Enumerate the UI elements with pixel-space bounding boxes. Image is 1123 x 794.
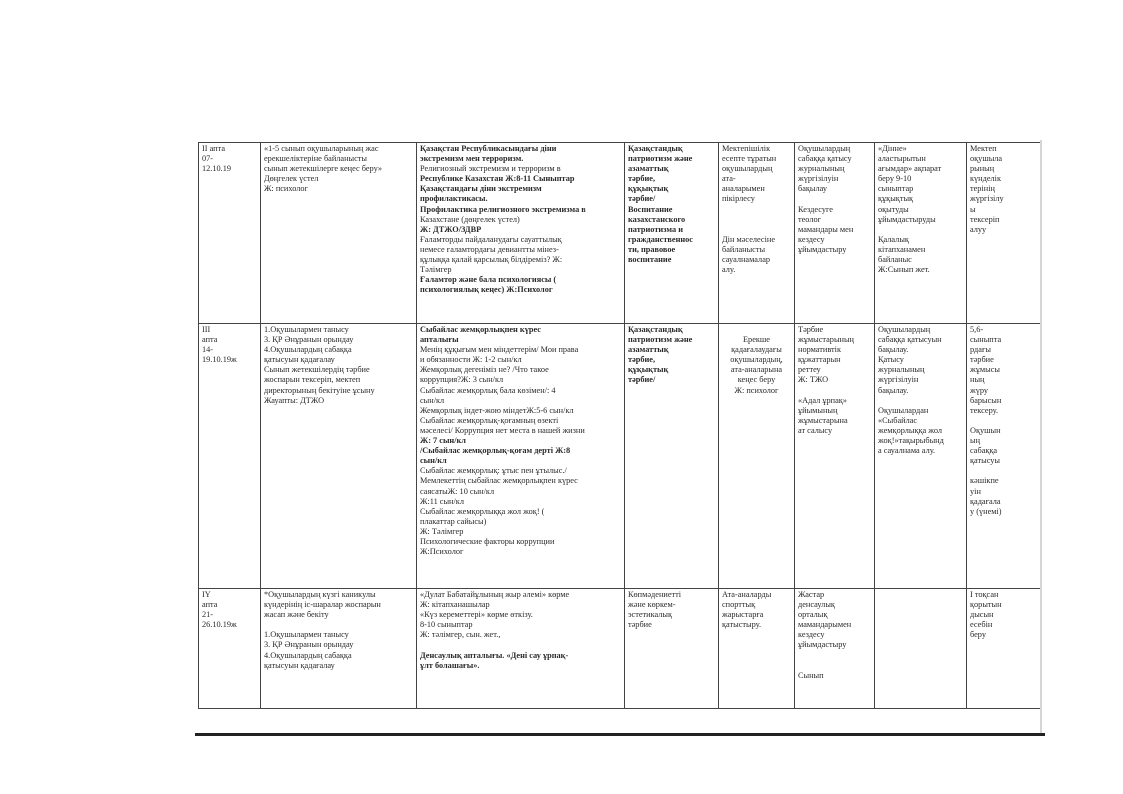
cell-text-line: бақылау.: [878, 385, 909, 395]
cell-text-line: ерекшеліктеріне байланысты: [264, 154, 368, 164]
education-work-plan-table: [198, 142, 1041, 709]
control-cell: [795, 324, 875, 589]
cell-text-line: «1-5 сынып оқушыларының жас: [264, 144, 379, 153]
cell-text-line: тәрбие,: [628, 174, 656, 184]
cell-text-line: Дөңгелек үстел: [264, 174, 319, 184]
cell-text-line: /Сыбайлас жемқорлық-қоғам дерті Ж:8: [420, 446, 571, 456]
cell-text-line: қатысуын қадағалау: [264, 355, 335, 365]
cell-text-line: 12.10.19: [202, 164, 232, 174]
class-teacher-work-cell: [261, 589, 417, 709]
cell-text-line: тексеру.: [970, 405, 999, 415]
cell-text-line: Сынып жетекшілердің тәрбие: [264, 365, 370, 375]
cooperation-cell: [875, 589, 967, 709]
cell-text-line: қорытын: [970, 600, 1002, 610]
cell-text-line: Сыбайлас жемқорлық бала көзімен/: 4: [420, 385, 556, 395]
parents-work-cell: [719, 143, 795, 324]
cell-text-line: Оқушылардың: [878, 325, 931, 334]
cell-text-line: Менің құқығым мен міндеттерім/ Мои права: [420, 345, 579, 355]
cell-text-line: ІҮ: [202, 590, 211, 599]
direction-cell: [625, 589, 719, 709]
cell-text-line: құқықтық: [628, 184, 669, 194]
cell-text-line: «Адал ұрпақ»: [798, 395, 847, 405]
cell-text-line: жұмыстарының: [798, 335, 854, 345]
parents-work-cell: [719, 589, 795, 709]
cell-text-line: кәшікпе: [970, 476, 999, 486]
cell-text-line: құлыққа қалай қарсылық білдіреміз? Ж:: [420, 255, 563, 265]
cell-text-line: спорттық: [722, 600, 756, 610]
cell-text-line: жоспарын тексеріп, мектеп: [264, 375, 361, 385]
table-row: [199, 324, 1041, 589]
cell-text-line: [264, 620, 413, 630]
cell-text-line: байланыс: [878, 255, 912, 265]
cell-text-line: ұйымдастыру: [798, 640, 847, 650]
cell-text-line: «Дулат Бабатайұлының жыр әлемі» көрме: [420, 590, 570, 599]
cell-text-line: Оқушын: [970, 425, 1001, 435]
cell-text-line: ти, правовое: [628, 244, 676, 254]
cell-text-line: директорының бекітуіне ұсыну: [264, 385, 375, 395]
cell-text-line: эстетикалық: [628, 610, 673, 620]
cell-text-line: тәрбие/: [628, 375, 656, 385]
cell-text-line: Ж: кітапханашылар: [420, 600, 490, 610]
cell-text-line: құқықтық: [878, 194, 914, 204]
cell-text-line: аналарымен: [722, 184, 765, 194]
cell-text-line: алуу: [970, 224, 987, 234]
class-teacher-work-cell: [261, 143, 417, 324]
cell-text-line: 26.10.19ж: [202, 620, 237, 630]
cell-text-line: қадағала: [970, 496, 1001, 506]
cell-text-line: 1.Оқушылармен танысу: [264, 325, 349, 334]
cell-text-line: Сыбайлас жемқорлыққа жол жоқ! (: [420, 506, 545, 516]
cell-text-line: Жемқорлық індет-жою міндетЖ:5-6 сын/кл: [420, 405, 574, 415]
cell-text-line: Ж:Психолог: [420, 547, 464, 557]
cell-text-line: Ж: психолог: [264, 184, 308, 194]
cell-text-line: сыныпта: [970, 335, 1002, 345]
control-cell: [795, 589, 875, 709]
cell-text-line: теолог: [798, 214, 822, 224]
cell-text-line: ағымдар» ақпарат: [878, 164, 942, 174]
cell-text-line: байланысты: [722, 244, 766, 254]
cell-text-line: «Дінне»: [878, 144, 907, 153]
cell-text-line: [878, 396, 963, 406]
cell-text-line: 1.Оқушылармен танысу: [264, 630, 349, 640]
cell-text-line: Профилактика религиозного экстремизма в: [420, 204, 586, 214]
cell-text-line: 19.10.19ж: [202, 355, 237, 365]
cell-text-line: Жемқорлық дегеніміз не? /Что такое: [420, 365, 549, 375]
cell-text-line: [420, 640, 621, 650]
parents-work-cell: [719, 324, 795, 589]
cell-text-line: апта: [202, 600, 218, 610]
cell-text-line: ның: [970, 375, 985, 385]
cell-text-line: [722, 205, 791, 215]
cell-text-line: [970, 466, 1037, 476]
cell-text-line: ұйымының: [798, 405, 838, 415]
cell-text-line: сынып жетекшілерге кеңес беру»: [264, 164, 383, 174]
cell-text-line: тәрбие/: [628, 194, 656, 204]
week-cell: [199, 143, 261, 324]
cell-text-line: Ж:Сынып жет.: [878, 265, 930, 275]
cell-text-line: «Сыбайлас: [878, 415, 918, 425]
cell-text-line: аластырытын: [878, 154, 926, 164]
cell-text-line: Қалалық: [878, 234, 909, 244]
cell-text-line: у (үнемі): [970, 506, 1002, 516]
cell-text-line: Ғаламторды пайдаланудағы сауаттылық: [420, 234, 562, 244]
cell-text-line: Ерекше: [742, 335, 770, 345]
cell-text-line: сыныптар: [878, 184, 914, 194]
cell-text-line: оқушылардың,: [730, 355, 783, 365]
class-teacher-work-cell: [261, 324, 417, 589]
cell-text-line: жоқ!»тақырыбынд: [878, 436, 944, 446]
cell-text-line: есепте тұратын: [722, 154, 777, 164]
cell-text-line: құжаттарын: [798, 355, 841, 365]
cell-text-line: ата-: [722, 174, 736, 184]
cell-text-line: тексеріп: [970, 214, 1000, 224]
cell-text-line: жүргізілу: [970, 194, 1004, 204]
control-cell: [795, 143, 875, 324]
cell-text-line: мәселесі/ Коррупция нет места в нашей жизни: [420, 425, 585, 435]
cell-text-line: [798, 651, 871, 661]
events-cell: [417, 143, 625, 324]
cell-text-line: Қазақстандық: [628, 325, 683, 334]
cell-text-line: есебін: [970, 620, 993, 630]
cell-text-line: плакаттар сайысы): [420, 516, 487, 526]
cell-text-line: денсаулық: [798, 600, 835, 610]
cell-text-line: 3. ҚР Әнұранын орындау: [264, 640, 354, 650]
cell-text-line: Религиозный экстремизм и терроризм в: [420, 164, 561, 174]
cell-text-line: Мектепішілік: [722, 144, 771, 153]
cell-text-line: Сыбайлас жемқорлық-қоғамның өзекті: [420, 415, 559, 425]
cell-text-line: Денсаулық апталығы. «Дені сау ұрпақ-: [420, 650, 569, 660]
cell-text-line: патриотизм және: [628, 335, 693, 345]
week-cell: [199, 589, 261, 709]
cell-text-line: [722, 325, 791, 335]
cell-text-line: сын/кл: [420, 456, 447, 466]
cell-text-line: бақылау: [798, 184, 828, 194]
cell-text-line: тәрбие,: [628, 355, 656, 365]
cell-text-line: Қазақстан Республикасындағы діни: [420, 144, 557, 153]
cell-text-line: тәрбие: [628, 620, 652, 630]
cell-text-line: рының: [970, 164, 995, 174]
cell-text-line: кездесу: [798, 234, 825, 244]
cell-text-line: 14-: [202, 345, 214, 355]
cell-text-line: азаматтық: [628, 345, 669, 355]
cell-text-line: психологиялық кеңес) Ж:Психолог: [420, 285, 553, 295]
cell-text-line: Республике Казахстан Ж:8-11 Сыныптар: [420, 174, 575, 184]
inspection-cell: [967, 143, 1041, 324]
cell-text-line: терінің: [970, 184, 995, 194]
cell-text-line: [798, 661, 871, 671]
cell-text-line: Көпмәдениетті: [628, 590, 682, 599]
inspection-cell: [967, 324, 1041, 589]
cell-text-line: Ғаламтор және бала психологиясы (: [420, 275, 557, 285]
cell-text-line: жүру: [970, 385, 989, 395]
cell-text-line: 07-: [202, 154, 214, 164]
cell-text-line: жемқорлыққа жол: [878, 425, 943, 435]
cell-text-line: Қазақстандық: [628, 144, 683, 153]
cell-text-line: ІІІ: [202, 325, 211, 334]
cell-text-line: Сынып: [798, 670, 824, 680]
cell-text-line: жұмысы: [970, 365, 1000, 375]
scan-edge-line: [195, 733, 1045, 736]
cell-text-line: барысын: [970, 395, 1002, 405]
cell-text-line: Ж:11 сын/кл: [420, 496, 464, 506]
cell-text-line: күндерінің іс-шаралар жоспарын: [264, 600, 381, 610]
cell-text-line: мамандары мен: [798, 224, 854, 234]
cell-text-line: Воспитание: [628, 204, 673, 214]
cell-text-line: пікірлесу: [722, 194, 755, 204]
cell-text-line: сабаққа: [970, 446, 998, 456]
cell-text-line: [722, 225, 791, 235]
cell-text-line: Қазақстандағы діни экстремизм: [420, 184, 542, 194]
cell-text-line: Мемлекеттің сыбайлас жемқорлықпен күрес: [420, 476, 578, 486]
direction-cell: [625, 324, 719, 589]
cell-text-line: қатысуы: [970, 456, 1000, 466]
cell-text-line: Тәлімгер: [420, 265, 452, 275]
cell-text-line: дысын: [970, 610, 994, 620]
cell-text-line: нормативтік: [798, 345, 842, 355]
cell-text-line: Ж: ДТЖО/ЗДВР: [420, 224, 482, 234]
cell-text-line: [878, 225, 963, 235]
cell-text-line: немесе ғаламтордағы девиантты мінез-: [420, 244, 559, 254]
cell-text-line: Мектеп: [970, 144, 997, 153]
cell-text-line: күнделік: [970, 174, 1001, 184]
cell-text-line: Жауапты: ДТЖО: [264, 395, 325, 405]
cell-text-line: беру 9-10: [878, 174, 912, 184]
table-row: [199, 589, 1041, 709]
cell-text-line: Сыбайлас жемқорлық: ұтыс пен ұтылыс./: [420, 466, 567, 476]
cell-text-line: кеңес беру: [737, 375, 776, 385]
cell-text-line: журналының: [878, 365, 925, 375]
cell-text-line: сабаққа қатысу: [798, 154, 852, 164]
cell-text-line: кітапханамен: [878, 244, 926, 254]
cell-text-line: казахстанского: [628, 214, 686, 224]
cell-text-line: жарыстарға: [722, 610, 764, 620]
cell-text-line: Ж: тәлімгер, сын. жет.,: [420, 630, 501, 640]
scan-shadow-right: [1040, 140, 1042, 735]
cell-text-line: апта: [202, 335, 218, 345]
cell-text-line: экстремизм мен терроризм.: [420, 154, 524, 164]
cell-text-line: оқушыла: [970, 154, 1003, 164]
cell-text-line: орталық: [798, 610, 828, 620]
cell-text-line: кездесу: [798, 630, 825, 640]
cell-text-line: сабаққа қатысуын: [878, 335, 942, 345]
cell-text-line: и обязанности Ж: 1-2 сын/кл: [420, 355, 522, 365]
cell-text-line: 21-: [202, 610, 214, 620]
cell-text-line: Ж: психолог: [734, 385, 779, 395]
cell-text-line: ІІ апта: [202, 144, 226, 153]
cell-text-line: жұмыстарына: [798, 415, 848, 425]
cell-text-line: Оқушылардан: [878, 405, 929, 415]
cell-text-line: жүргізілуін: [798, 174, 839, 184]
cell-text-line: алу.: [722, 265, 736, 275]
cell-text-line: 4.Оқушылардың сабаққа: [264, 650, 352, 660]
cell-text-line: Ата-аналарды: [722, 590, 772, 599]
events-cell: [417, 589, 625, 709]
inspection-cell: [967, 589, 1041, 709]
cell-text-line: [798, 194, 871, 204]
cell-text-line: профилактикасы.: [420, 194, 488, 204]
cell-text-line: қатысуын қадағалау: [264, 660, 335, 670]
cell-text-line: ұйымдастыру: [798, 244, 847, 254]
table-row: [199, 143, 1041, 324]
cell-text-line: бақылау.: [878, 345, 909, 355]
cell-text-line: оқушылардың: [722, 164, 773, 174]
cell-text-line: Казахстане (дөңгелек үстел): [420, 214, 520, 224]
cell-text-line: ат салысу: [798, 425, 833, 435]
cell-text-line: құқықтық: [628, 365, 669, 375]
cell-text-line: апталығы: [420, 335, 459, 345]
cell-text-line: Кездесуге: [798, 204, 833, 214]
cell-text-line: [970, 416, 1037, 426]
cell-text-line: *Оқушылардың күзгі каникулы: [264, 590, 376, 599]
cell-text-line: Қатысу: [878, 355, 904, 365]
cell-text-line: «Күз кереметтері» көрме өткізу.: [420, 610, 533, 620]
cell-text-line: Психологические факторы коррупции: [420, 536, 555, 546]
direction-cell: [625, 143, 719, 324]
cell-text-line: сауалнамалар: [722, 255, 771, 265]
cell-text-line: беру: [970, 630, 986, 640]
cell-text-line: Ж: Тәлімгер: [420, 526, 464, 536]
cell-text-line: коррупция?Ж: 3 сын/кл: [420, 375, 504, 385]
cell-text-line: қадағалаудағы: [731, 345, 782, 355]
cell-text-line: 5,6-: [970, 325, 984, 334]
cooperation-cell: [875, 324, 967, 589]
cell-text-line: Оқушылардың: [798, 144, 851, 153]
events-cell: [417, 324, 625, 589]
cell-text-line: уін: [970, 486, 981, 496]
cell-text-line: а сауалнама алу.: [878, 446, 936, 456]
cell-text-line: қатыстыру.: [722, 620, 762, 630]
cell-text-line: және көркем-: [628, 600, 676, 610]
cell-text-line: патриотизма и: [628, 224, 683, 234]
cell-text-line: патриотизм және: [628, 154, 693, 164]
cell-text-line: рдағы: [970, 345, 991, 355]
cell-text-line: мамандарымен: [798, 620, 852, 630]
cell-text-line: ата-аналарына: [730, 365, 783, 375]
cell-text-line: 4.Оқушылардың сабаққа: [264, 345, 352, 355]
cell-text-line: Сыбайлас жемқорлықпен күрес: [420, 325, 541, 334]
cooperation-cell: [875, 143, 967, 324]
cell-text-line: воспитание: [628, 255, 672, 265]
cell-text-line: жүргізілуін: [878, 375, 919, 385]
cell-text-line: сын/кл: [420, 395, 445, 405]
cell-text-line: жасап және бекіту: [264, 610, 329, 620]
cell-text-line: реттеу: [798, 365, 821, 375]
cell-text-line: ұлт болашағы».: [420, 660, 480, 670]
cell-text-line: Ж: ТЖО: [798, 375, 829, 385]
cell-text-line: саясатыЖ: 10 сын/кл: [420, 486, 495, 496]
week-cell: [199, 324, 261, 589]
cell-text-line: 8-10 сыныптар: [420, 620, 473, 630]
cell-text-line: ұйымдастыруды: [878, 214, 936, 224]
cell-text-line: азаматтық: [628, 164, 669, 174]
cell-text-line: ы: [970, 204, 976, 214]
cell-text-line: [722, 215, 791, 225]
cell-text-line: [798, 386, 871, 396]
cell-text-line: оқытуды: [878, 204, 909, 214]
cell-text-line: 3. ҚР Әнұранын орындау: [264, 335, 354, 345]
cell-text-line: тәрбие: [970, 355, 994, 365]
cell-text-line: Дін мәселесіне: [722, 234, 776, 244]
cell-text-line: І тоқсан: [970, 590, 999, 599]
cell-text-line: Жастар: [798, 590, 825, 599]
cell-text-line: Ж: 7 сын/кл: [420, 436, 466, 446]
cell-text-line: журналының: [798, 164, 845, 174]
cell-text-line: Тәрбие: [798, 325, 824, 334]
cell-text-line: ың: [970, 436, 981, 446]
cell-text-line: гражданственнос: [628, 234, 693, 244]
